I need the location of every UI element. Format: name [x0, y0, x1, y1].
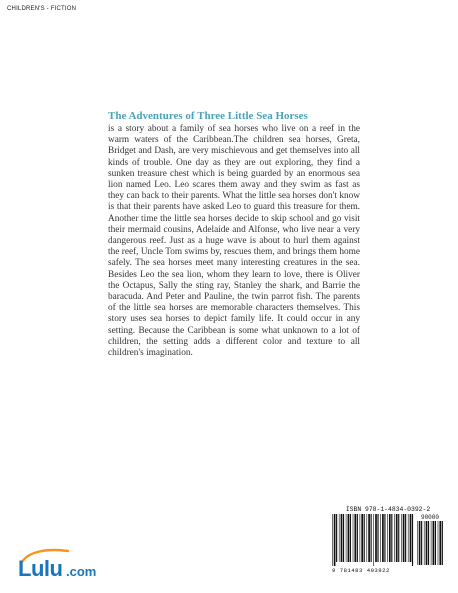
book-title: The Adventures of Three Little Sea Horses: [108, 110, 308, 122]
barcode-bar: [424, 521, 425, 565]
barcode-bar: [364, 514, 365, 562]
barcode-bar: [394, 514, 395, 562]
barcode-bar: [401, 514, 402, 562]
barcode-bar: [336, 514, 337, 562]
barcode-bar: [408, 514, 409, 562]
barcode-bar: [426, 521, 428, 565]
description-text: is a story about a family of sea horses who live on a reef in the warm waters of the Caribbean.The children sea horses, Greta, Bridget and Dash, are very mischievous and get themselves into all kinds of trouble. One day as they are out exploring, they find a sunken treasure chest which is being guarded by an enormous sea lion named Leo. Leo scares them away and they swim as fast as they can back to their parents. What the little sea horses don't know is that their parents have asked Leo to guard this treasure for them. Another time the little sea horses decide to skip school and go visit their mermaid cousins, Adelaide and Alfonse, who live near a very dangerous reef. Just as a huge wave is about to hurl them against the reef, Uncle Tom swims by, rescues them, and brings them home safely. The sea horses meet many interesting creatures in the sea. Besides Leo the sea lion, whom they learn to love, there is Oliver the Octapus, Sally the sting ray, Stanley the shark, and Barrie the baracuda. And Peter and Pauline, the twin parrot fish. The parents of the little sea horses are memorable characters themselves. This story uses sea horses to depict family life. It could occur in any setting. Because the Caribbean is some what unknown to a lot of children, the setting adds a different color and texture to all children's imagination.: [108, 124, 360, 359]
barcode-bar: [357, 514, 358, 562]
barcode-bar: [421, 521, 422, 565]
price-block: [417, 514, 443, 565]
barcode-bar: [405, 514, 406, 562]
barcode-bar: [384, 514, 385, 562]
barcode-bar: [419, 521, 421, 565]
barcode-bar: [360, 514, 361, 562]
barcode-bar: [348, 514, 350, 562]
barcode-bar: [373, 514, 374, 566]
barcode-bar: [368, 514, 370, 562]
barcode-bar: [350, 514, 351, 562]
barcode-bar: [403, 514, 405, 562]
barcode-bar: [435, 521, 436, 565]
barcode-main-icon: [332, 514, 414, 566]
barcode-bar: [398, 514, 399, 562]
barcode-bar: [438, 521, 439, 565]
barcode-bar: [442, 521, 443, 565]
barcode-bar: [387, 514, 388, 562]
isbn-number: ISBN 978-1-4834-0392-2: [345, 506, 431, 513]
barcode-bar: [341, 514, 343, 562]
category-label: CHILDREN'S - FICTION: [7, 6, 77, 12]
svg-text:.com: .com: [66, 564, 97, 579]
barcode-bar: [332, 514, 333, 566]
isbn-barcode: [332, 506, 444, 583]
barcode-addon-icon: [417, 521, 443, 565]
barcode-bar: [343, 514, 344, 562]
barcode-bar: [339, 514, 340, 562]
barcode-bar: [346, 514, 347, 562]
lulu-logo-icon: [16, 546, 112, 580]
barcode-bar: [353, 514, 354, 562]
barcode-bar: [382, 514, 384, 562]
barcode-bar: [391, 514, 392, 562]
barcode-bar: [354, 514, 356, 562]
barcode-bar: [410, 514, 412, 562]
barcode-bar: [334, 514, 336, 566]
book-description: [108, 110, 360, 359]
barcode-bar: [361, 514, 363, 562]
barcode-bar: [375, 514, 377, 562]
barcode-bar: [439, 521, 441, 565]
barcode-row: [332, 514, 444, 566]
barcode-bar: [433, 521, 435, 565]
barcode-digits: 9 781483 403922: [332, 567, 390, 574]
barcode-bar: [371, 514, 372, 562]
barcode-bar: [389, 514, 391, 562]
barcode-bar: [380, 514, 381, 562]
barcode-bar: [396, 514, 398, 562]
svg-text:Lulu: Lulu: [18, 556, 63, 580]
barcode-bar: [367, 514, 368, 562]
barcode-bar: [412, 514, 413, 566]
barcode-bar: [431, 521, 432, 565]
barcode-bar: [417, 521, 418, 565]
barcode-bar: [428, 521, 429, 565]
price-code: 90000: [420, 514, 439, 521]
barcode-bar: [377, 514, 378, 562]
